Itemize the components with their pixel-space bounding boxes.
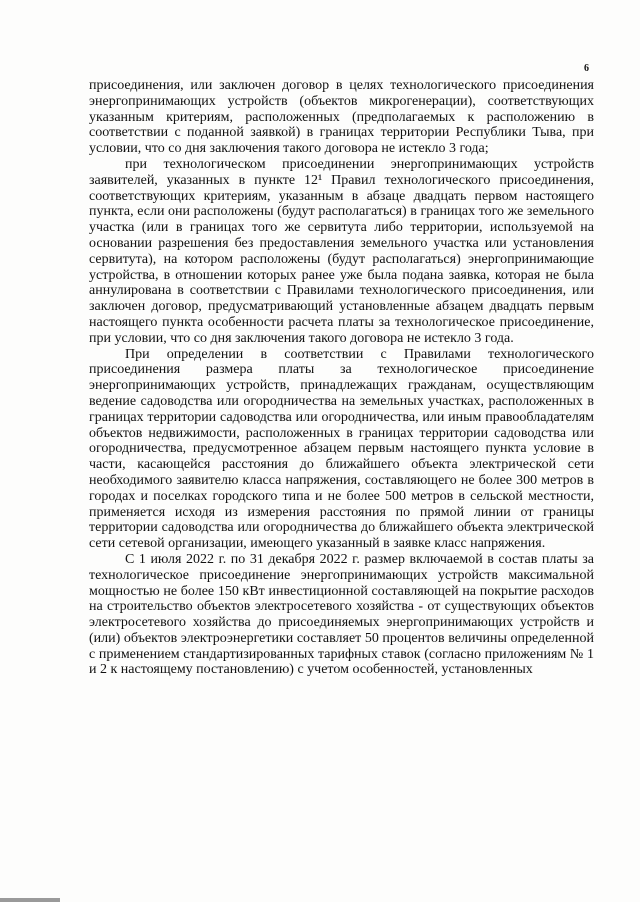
scan-edge-mark — [0, 898, 60, 902]
page-number: 6 — [584, 63, 589, 74]
document-body — [89, 78, 594, 678]
paragraph-4: С 1 июля 2022 г. по 31 декабря 2022 г. размер включаемой в состав платы за технологическое присоединение энергопринимающих устройств максимальной мощностью не более 150 кВт инвестиционной составляющей на покрытие расходов на строительство объектов электросетевого хозяйства - от существующих объектов электросетевого хозяйства до присоединяемых энергопринимающих устройств и (или) объектов электроэнергетики составляет 50 процентов величины определенной с применением стандартизированных тарифных ставок (согласно приложениям № 1 и 2 к настоящему постановлению) с учетом особенностей, установленных — [89, 551, 594, 678]
paragraph-3: При определении в соответствии с Правилами технологического присоединения размера платы за технологическое присоединение энергопринимающих устройств, принадлежащих гражданам, осуществляющим ведение садоводства или огородничества на земельных участках, расположенных в границах территории садоводства или огородничества, или иным правообладателям объектов недвижимости, расположенных в границах территории садоводства или огородничества, предусмотренное абзацем первым настоящего пункта условие в части, касающейся расстояния до ближайшего объекта электрической сети необходимого заявителю класса напряжения, составляющего не более 300 метров в городах и поселках городского типа и не более 500 метров в сельской местности, применяется исходя из измерения расстояния по прямой линии от границы территории садоводства или огородничества до ближайшего объекта электрической сети сетевой организации, имеющего указанный в заявке класс напряжения. — [89, 346, 594, 552]
paragraph-1: присоединения, или заключен договор в целях технологического присоединения энергопринимающих устройств (объектов микрогенерации), соответствующих указанным критериям, расположенных (предполагаемых к расположению в соответствии с поданной заявкой) в границах территории Республики Тыва, при условии, что со дня заключения такого договора не истекло 3 года; — [89, 78, 594, 157]
paragraph-2: при технологическом присоединении энергопринимающих устройств заявителей, указанных в пункте 12¹ Правил технологического присоединения, соответствующих критериям, указанным в абзаце двадцать первом настоящего пункта, если они расположены (будут располагаться) в границах того же земельного участка (или в границах того же сервитута либо территории, используемой на основании разрешения без предоставления земельного участка или установления сервитута), на котором расположены (будут располагаться) энергопринимающие устройства, в отношении которых ранее уже была подана заявка, которая не была аннулирована в соответствии с Правилами технологического присоединения, или заключен договор, предусматривающий установленные абзацем двадцать первым настоящего пункта особенности расчета платы за технологическое присоединение, при условии, что со дня заключения такого договора не истекло 3 года. — [89, 156, 594, 346]
